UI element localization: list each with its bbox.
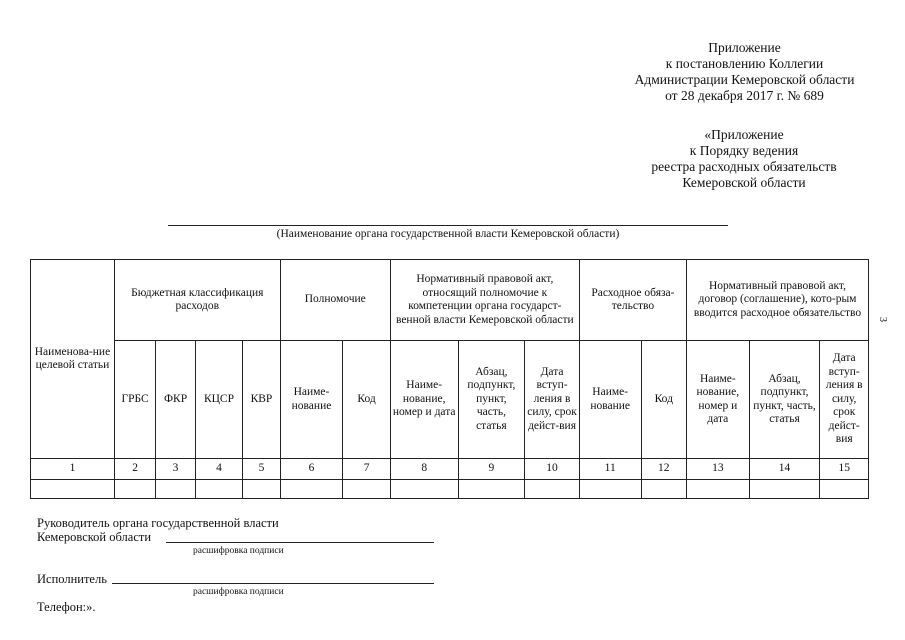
appendix-line: от 28 декабря 2017 г. № 689 <box>665 88 824 103</box>
col-act2-name: Наиме-нование, номер и дата <box>687 341 750 459</box>
registry-table <box>30 259 869 499</box>
group-act-authority: Нормативный правовой акт, относящий полномочие к компетенции органа государст-венной власти Кемеровской области <box>390 260 579 341</box>
column-number: 8 <box>390 459 458 480</box>
col-obligation-code: Код <box>641 341 687 459</box>
column-number: 5 <box>243 459 280 480</box>
column-number: 13 <box>687 459 750 480</box>
empty-cell[interactable] <box>641 480 687 499</box>
col-act2-paragraph: Абзац, подпункт, пункт, часть, статья <box>749 341 820 459</box>
empty-cell[interactable] <box>243 480 280 499</box>
col-authority-code: Код <box>343 341 391 459</box>
appendix-line: Приложение <box>708 40 781 55</box>
empty-cell[interactable] <box>114 480 155 499</box>
group-budget-classification: Бюджетная классификация расходов <box>114 260 280 341</box>
col-grbs: ГРБС <box>114 341 155 459</box>
column-number: 9 <box>458 459 525 480</box>
appendix-header <box>612 40 877 104</box>
empty-cell[interactable] <box>280 480 343 499</box>
col-act1-name: Наиме-нование, номер и дата <box>390 341 458 459</box>
group-authority: Полномочие <box>280 260 390 341</box>
table-subheader-row <box>31 341 869 459</box>
procedure-line: «Приложение <box>704 127 784 142</box>
column-number: 12 <box>641 459 687 480</box>
organ-name-caption: (Наименование органа государственной власти Кемеровской области) <box>276 228 620 240</box>
col-act1-date: Дата вступ-ления в силу, срок дейст-вия <box>525 341 580 459</box>
procedure-line: реестра расходных обязательств <box>651 159 837 174</box>
column-number: 1 <box>31 459 115 480</box>
column-number: 4 <box>195 459 243 480</box>
page-number: 3 <box>877 317 888 322</box>
empty-cell[interactable] <box>525 480 580 499</box>
empty-cell[interactable] <box>195 480 243 499</box>
head-label-line1: Руководитель органа государственной власти <box>37 516 279 530</box>
executor-signature-line[interactable] <box>112 583 434 584</box>
empty-cell[interactable] <box>820 480 869 499</box>
empty-cell[interactable] <box>749 480 820 499</box>
column-number: 10 <box>525 459 580 480</box>
group-obligation: Расходное обяза-тельство <box>579 260 686 341</box>
col-kcsr: КЦСР <box>195 341 243 459</box>
procedure-line: к Порядку ведения <box>689 143 799 158</box>
empty-cell[interactable] <box>390 480 458 499</box>
procedure-line: Кемеровской области <box>682 175 806 190</box>
phone-label: Телефон:». <box>37 600 96 614</box>
empty-data-row <box>31 480 869 499</box>
table-header-row <box>31 260 869 341</box>
column-number: 15 <box>820 459 869 480</box>
col-obligation-name: Наиме-нование <box>579 341 641 459</box>
col-act2-date: Дата вступ-ления в силу, срок дейст-вия <box>820 341 869 459</box>
column-number: 3 <box>156 459 195 480</box>
column-number: 11 <box>579 459 641 480</box>
column-number: 2 <box>114 459 155 480</box>
col-fkr: ФКР <box>156 341 195 459</box>
decode-caption-executor: расшифровка подписи <box>193 587 284 597</box>
empty-cell[interactable] <box>156 480 195 499</box>
column-number-row <box>31 459 869 480</box>
group-act-obligation: Нормативный правовой акт, договор (соглашение), кото-рым вводится расходное обязательство <box>687 260 869 341</box>
col-kvr: КВР <box>243 341 280 459</box>
column-number: 14 <box>749 459 820 480</box>
executor-label: Исполнитель <box>37 572 107 586</box>
col-target-article: Наименова-ние целевой статьи <box>31 260 115 459</box>
appendix-line: к постановлению Коллегии <box>665 56 824 71</box>
head-signature-line[interactable] <box>166 542 434 543</box>
organ-name-line[interactable] <box>168 225 728 226</box>
empty-cell[interactable] <box>458 480 525 499</box>
empty-cell[interactable] <box>343 480 391 499</box>
column-number: 6 <box>280 459 343 480</box>
procedure-header <box>628 127 860 191</box>
empty-cell[interactable] <box>31 480 115 499</box>
column-number: 7 <box>343 459 391 480</box>
empty-cell[interactable] <box>687 480 750 499</box>
decode-caption-head: расшифровка подписи <box>193 546 284 556</box>
col-act1-paragraph: Абзац, подпункт, пункт, часть, статья <box>458 341 525 459</box>
col-authority-name: Наиме-нование <box>280 341 343 459</box>
empty-cell[interactable] <box>579 480 641 499</box>
head-label-line2: Кемеровской области <box>37 530 152 544</box>
appendix-line: Администрации Кемеровской области <box>634 72 855 87</box>
